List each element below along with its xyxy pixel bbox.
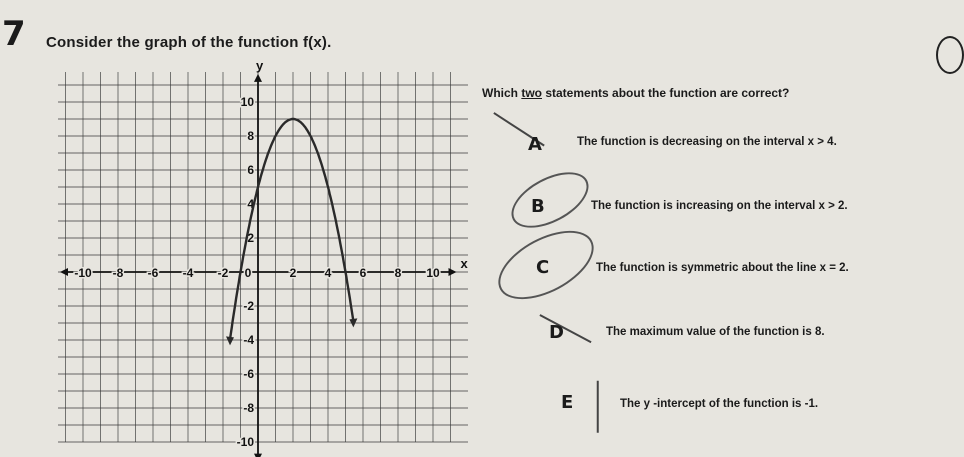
y-tick-label: 8 [247, 129, 254, 143]
question-number: 7 [2, 14, 26, 54]
option-c-text[interactable]: The function is symmetric about the line x = 2. [596, 262, 849, 274]
option-a-text[interactable]: The function is decreasing on the interval x > 4. [577, 136, 837, 148]
x-tick-label: 0 [244, 266, 252, 280]
x-tick-label: 4 [324, 266, 332, 280]
strike-mark-d [540, 314, 592, 343]
circle-mark-b [503, 161, 598, 239]
y-axis-arrow-bottom [254, 454, 262, 457]
option-b-letter: B [531, 196, 545, 217]
option-e-text[interactable]: The y -intercept of the function is -1. [620, 398, 819, 410]
x-tick-label: -4 [182, 266, 194, 280]
next-question-marker [936, 36, 964, 74]
y-tick-label: -2 [243, 299, 254, 313]
x-axis-arrow [449, 268, 457, 276]
option-d-text[interactable]: The maximum value of the function is 8. [606, 326, 825, 338]
option-a-letter: A [528, 134, 542, 155]
y-axis-arrow [254, 74, 262, 82]
y-tick-label: 6 [247, 163, 254, 177]
curve-arrow-left [226, 336, 234, 345]
x-axis-label: x [460, 256, 468, 271]
instructions: Which two statements about the function are correct? [482, 86, 790, 100]
y-axis-label: y [256, 57, 264, 73]
x-tick-label: 8 [394, 266, 402, 280]
x-tick-label: -8 [112, 266, 124, 280]
x-axis-arrow-left [60, 268, 68, 276]
y-tick-label: -6 [243, 367, 254, 381]
y-tick-label: -4 [243, 333, 254, 347]
y-tick-label: 2 [247, 231, 254, 245]
x-tick-label: -2 [217, 266, 229, 280]
y-tick-label: -10 [236, 435, 254, 449]
option-b-text[interactable]: The function is increasing on the interval x > 2. [591, 200, 848, 212]
x-tick-label: 6 [359, 266, 367, 280]
x-tick-label: -10 [74, 266, 92, 280]
y-tick-label: 4 [247, 197, 254, 211]
option-e-letter: E [561, 392, 574, 413]
strike-mark-e [597, 381, 599, 433]
y-tick-label: 10 [240, 95, 254, 109]
instructions-emphasis: two [521, 86, 542, 100]
y-tick-label: -8 [243, 401, 254, 415]
option-d-letter: D [549, 322, 564, 343]
x-tick-label: 10 [426, 266, 440, 280]
x-tick-label: -6 [147, 266, 159, 280]
question-title: Consider the graph of the function f(x). [46, 34, 332, 51]
x-tick-label: 2 [289, 266, 297, 280]
function-graph [58, 57, 468, 449]
option-c-letter: C [536, 257, 550, 278]
